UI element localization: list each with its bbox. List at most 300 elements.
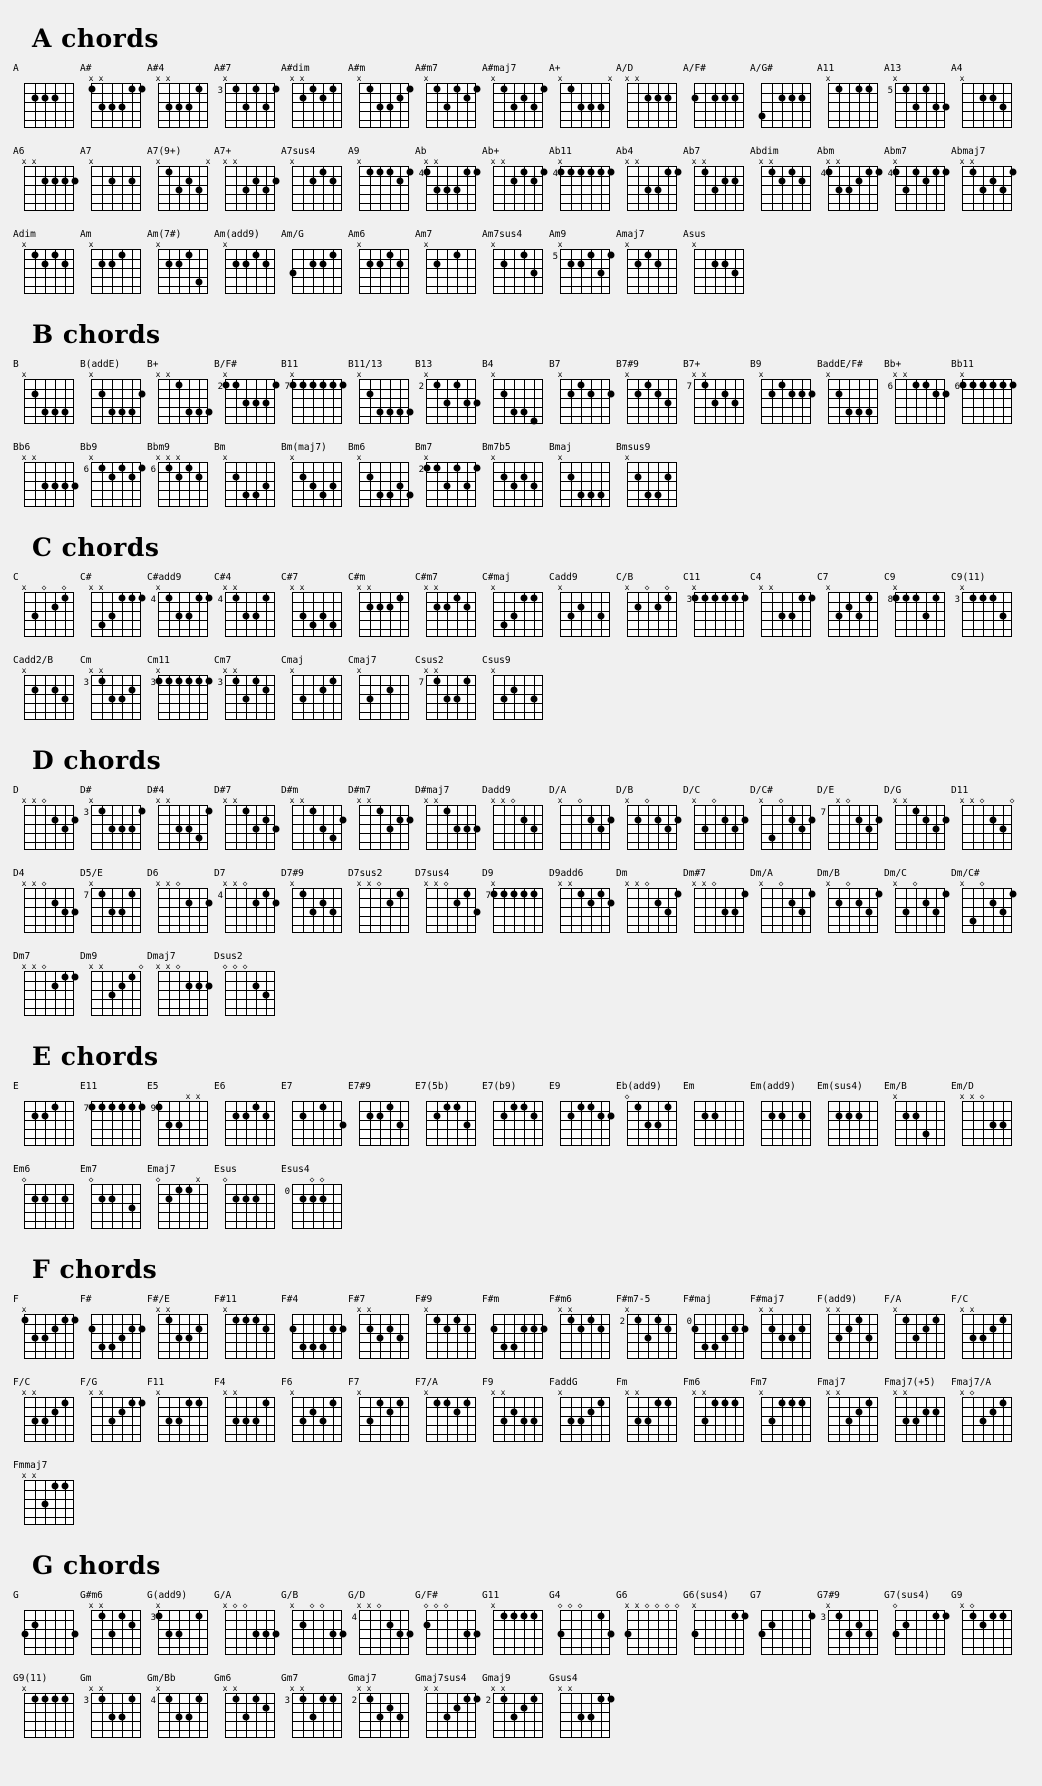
chord-name: A#m bbox=[348, 63, 366, 74]
chord-diagram[interactable] bbox=[347, 868, 414, 933]
chord-diagram[interactable] bbox=[213, 951, 280, 1016]
finger-dot bbox=[109, 260, 116, 267]
finger-dot bbox=[635, 473, 642, 480]
chord-diagram[interactable] bbox=[883, 868, 950, 933]
chord-diagram[interactable] bbox=[12, 359, 79, 424]
chord-diagram[interactable] bbox=[816, 572, 883, 637]
chord-diagram[interactable] bbox=[79, 785, 146, 850]
chord-diagram[interactable] bbox=[749, 359, 816, 424]
chord-diagram[interactable] bbox=[414, 229, 481, 294]
finger-dot bbox=[367, 1695, 374, 1702]
chord-diagram[interactable] bbox=[481, 229, 548, 294]
fret-line bbox=[226, 120, 274, 121]
chord-diagram[interactable] bbox=[280, 359, 347, 424]
chord-diagram[interactable] bbox=[146, 655, 213, 720]
muted-string-icon: x bbox=[423, 879, 429, 888]
chord-diagram[interactable] bbox=[347, 229, 414, 294]
chord-diagram[interactable] bbox=[280, 1164, 347, 1229]
chord-diagram[interactable] bbox=[481, 1673, 548, 1738]
chord-diagram[interactable] bbox=[79, 655, 146, 720]
chord-diagram[interactable] bbox=[347, 1294, 414, 1359]
chord-diagram[interactable] bbox=[280, 655, 347, 720]
chord-diagram[interactable] bbox=[79, 359, 146, 424]
finger-dot bbox=[300, 1343, 307, 1350]
fret-line bbox=[829, 1620, 877, 1621]
chord-diagram[interactable] bbox=[146, 1294, 213, 1359]
chord-diagram[interactable] bbox=[816, 63, 883, 128]
fretboard-diagram bbox=[825, 583, 878, 637]
fret-line bbox=[695, 1425, 743, 1426]
chord-diagram[interactable] bbox=[146, 1081, 213, 1146]
chord-diagram[interactable] bbox=[414, 1081, 481, 1146]
chord-diagram[interactable] bbox=[682, 1377, 749, 1442]
chord-diagram[interactable] bbox=[950, 1377, 1017, 1442]
chord-diagram[interactable] bbox=[615, 1081, 682, 1146]
finger-dot bbox=[531, 890, 538, 897]
fret-position-label: 4 bbox=[150, 595, 156, 605]
fret-line bbox=[561, 1342, 609, 1343]
fretboard-diagram bbox=[222, 1601, 275, 1655]
chord-diagram[interactable] bbox=[347, 785, 414, 850]
chord-diagram[interactable] bbox=[481, 1081, 548, 1146]
fret-line bbox=[762, 1120, 810, 1121]
muted-string-icon: x bbox=[490, 1388, 496, 1397]
chord-diagram[interactable] bbox=[146, 1590, 213, 1655]
chord-diagram[interactable] bbox=[548, 785, 615, 850]
chord-diagram[interactable] bbox=[79, 1294, 146, 1359]
string-markers bbox=[557, 453, 610, 462]
chord-diagram[interactable] bbox=[816, 1590, 883, 1655]
finger-dot bbox=[913, 1417, 920, 1424]
fret-line bbox=[360, 1138, 408, 1139]
chord-diagram[interactable] bbox=[414, 359, 481, 424]
fret-line bbox=[896, 1333, 944, 1334]
chord-diagram[interactable] bbox=[414, 1590, 481, 1655]
fretboard-diagram bbox=[88, 370, 141, 424]
chord-diagram[interactable] bbox=[280, 572, 347, 637]
chord-diagram[interactable] bbox=[749, 1377, 816, 1442]
chord-diagram[interactable] bbox=[548, 63, 615, 128]
chord-diagram[interactable] bbox=[146, 572, 213, 637]
chord-diagram[interactable] bbox=[883, 572, 950, 637]
chord-diagram[interactable] bbox=[883, 1377, 950, 1442]
chord-diagram[interactable] bbox=[347, 1081, 414, 1146]
chord-diagram[interactable] bbox=[146, 359, 213, 424]
chord-diagram[interactable] bbox=[213, 1164, 280, 1229]
chord-name: Dm/A bbox=[750, 868, 773, 879]
chord-diagram[interactable] bbox=[146, 146, 213, 211]
chord-diagram[interactable] bbox=[950, 1081, 1017, 1146]
fret-line bbox=[159, 490, 207, 491]
fret-line bbox=[25, 102, 73, 103]
fret-line bbox=[427, 1425, 475, 1426]
finger-dot bbox=[521, 594, 528, 601]
chord-diagram[interactable] bbox=[280, 442, 347, 507]
chord-diagram[interactable] bbox=[548, 1590, 615, 1655]
chord-diagram[interactable] bbox=[79, 1164, 146, 1229]
chord-diagram[interactable] bbox=[749, 63, 816, 128]
chord-diagram[interactable] bbox=[548, 1673, 615, 1738]
chord-diagram[interactable] bbox=[481, 785, 548, 850]
chord-diagram[interactable] bbox=[347, 1377, 414, 1442]
finger-dot bbox=[243, 1417, 250, 1424]
string-markers bbox=[91, 1305, 141, 1314]
chord-diagram[interactable] bbox=[12, 951, 79, 1016]
chord-diagram[interactable] bbox=[213, 785, 280, 850]
chord-name: G/D bbox=[348, 1590, 366, 1601]
chord-diagram[interactable] bbox=[79, 146, 146, 211]
chord-diagram[interactable] bbox=[481, 359, 548, 424]
chord-diagram[interactable] bbox=[749, 868, 816, 933]
chord-diagram[interactable] bbox=[481, 63, 548, 128]
finger-dot bbox=[1000, 381, 1007, 388]
chord-diagram[interactable] bbox=[280, 868, 347, 933]
finger-dot bbox=[608, 1630, 615, 1637]
chord-diagram[interactable] bbox=[213, 63, 280, 128]
chord-diagram[interactable] bbox=[79, 63, 146, 128]
chord-diagram[interactable] bbox=[749, 572, 816, 637]
string-markers bbox=[694, 1092, 744, 1101]
chord-diagram[interactable] bbox=[615, 1377, 682, 1442]
chord-diagram[interactable] bbox=[347, 572, 414, 637]
chord-diagram[interactable] bbox=[79, 572, 146, 637]
chord-diagram[interactable] bbox=[213, 146, 280, 211]
string-markers bbox=[490, 1601, 543, 1610]
chord-diagram[interactable] bbox=[79, 1590, 146, 1655]
chord-diagram[interactable] bbox=[749, 785, 816, 850]
chord-diagram[interactable] bbox=[146, 442, 213, 507]
muted-string-icon: x bbox=[88, 796, 94, 805]
chord-diagram[interactable] bbox=[12, 442, 79, 507]
chord-diagram[interactable] bbox=[12, 1590, 79, 1655]
chord-name: B4 bbox=[482, 359, 494, 370]
chord-diagram[interactable] bbox=[146, 951, 213, 1016]
chord-diagram[interactable] bbox=[548, 868, 615, 933]
chord-diagram[interactable] bbox=[481, 655, 548, 720]
chord-diagram[interactable] bbox=[615, 63, 682, 128]
chord-diagram[interactable] bbox=[213, 1294, 280, 1359]
fret-line bbox=[427, 694, 475, 695]
finger-dot bbox=[598, 168, 605, 175]
chord-diagram[interactable] bbox=[12, 63, 79, 128]
finger-dot bbox=[836, 186, 843, 193]
chord-diagram[interactable] bbox=[682, 229, 749, 294]
chord-diagram[interactable] bbox=[347, 442, 414, 507]
chord-diagram[interactable] bbox=[749, 1590, 816, 1655]
chord-diagram[interactable] bbox=[615, 785, 682, 850]
string-markers bbox=[557, 74, 613, 83]
chord-diagram[interactable] bbox=[347, 146, 414, 211]
chord-name: Cm7 bbox=[214, 655, 232, 666]
finger-dot bbox=[42, 482, 49, 489]
chord-diagram[interactable] bbox=[280, 229, 347, 294]
chord-diagram[interactable] bbox=[883, 785, 950, 850]
chord-diagram[interactable] bbox=[749, 1081, 816, 1146]
chord-diagram[interactable] bbox=[883, 1590, 950, 1655]
chord-diagram[interactable] bbox=[79, 442, 146, 507]
chord-diagram[interactable] bbox=[146, 63, 213, 128]
chord-diagram[interactable] bbox=[347, 359, 414, 424]
finger-dot bbox=[789, 390, 796, 397]
chord-diagram[interactable] bbox=[12, 785, 79, 850]
chord-diagram[interactable] bbox=[481, 1377, 548, 1442]
chord-diagram[interactable] bbox=[79, 951, 146, 1016]
chord-diagram[interactable] bbox=[950, 359, 1017, 424]
chord-diagram[interactable] bbox=[79, 868, 146, 933]
finger-dot bbox=[464, 399, 471, 406]
chord-diagram[interactable] bbox=[146, 229, 213, 294]
chord-body bbox=[682, 370, 749, 424]
chord-diagram[interactable] bbox=[615, 1590, 682, 1655]
chord-diagram[interactable] bbox=[950, 1590, 1017, 1655]
chord-diagram[interactable] bbox=[12, 1164, 79, 1229]
chord-diagram[interactable] bbox=[816, 1294, 883, 1359]
chord-diagram[interactable] bbox=[481, 442, 548, 507]
chord-diagram[interactable] bbox=[213, 1377, 280, 1442]
chord-diagram[interactable] bbox=[950, 63, 1017, 128]
fret-line bbox=[25, 1647, 73, 1648]
chord-diagram[interactable] bbox=[615, 1294, 682, 1359]
chord-diagram[interactable] bbox=[414, 1377, 481, 1442]
chord-diagram[interactable] bbox=[682, 359, 749, 424]
chord-diagram[interactable] bbox=[481, 868, 548, 933]
chord-diagram[interactable] bbox=[950, 868, 1017, 933]
chord-diagram[interactable] bbox=[79, 1377, 146, 1442]
chord-diagram[interactable] bbox=[414, 146, 481, 211]
chord-diagram[interactable] bbox=[280, 146, 347, 211]
fretboard-diagram bbox=[624, 1305, 677, 1359]
fret-grid bbox=[359, 462, 409, 507]
chord-diagram[interactable] bbox=[615, 868, 682, 933]
chord-diagram[interactable] bbox=[213, 442, 280, 507]
chord-diagram[interactable] bbox=[213, 359, 280, 424]
chord-diagram[interactable] bbox=[816, 1377, 883, 1442]
fretboard-diagram bbox=[289, 879, 342, 933]
chord-diagram[interactable] bbox=[883, 1294, 950, 1359]
chord-diagram[interactable] bbox=[213, 1673, 280, 1738]
chord-diagram[interactable] bbox=[12, 146, 79, 211]
chord-diagram[interactable] bbox=[950, 572, 1017, 637]
chord-diagram[interactable] bbox=[816, 1081, 883, 1146]
chord-diagram[interactable] bbox=[883, 359, 950, 424]
finger-dot bbox=[846, 1417, 853, 1424]
chord-diagram[interactable] bbox=[12, 655, 79, 720]
chord-body bbox=[347, 370, 414, 424]
chord-diagram[interactable] bbox=[615, 229, 682, 294]
finger-dot bbox=[310, 1195, 317, 1202]
chord-diagram[interactable] bbox=[950, 146, 1017, 211]
finger-dot bbox=[196, 1695, 203, 1702]
chord-diagram[interactable] bbox=[146, 1164, 213, 1229]
finger-dot bbox=[253, 825, 260, 832]
chord-diagram[interactable] bbox=[280, 785, 347, 850]
chord-diagram[interactable] bbox=[213, 868, 280, 933]
fret-line bbox=[494, 93, 542, 94]
chord-diagram[interactable] bbox=[280, 63, 347, 128]
chord-diagram[interactable] bbox=[481, 572, 548, 637]
string-markers bbox=[828, 1092, 878, 1101]
finger-dot bbox=[913, 381, 920, 388]
chord-diagram[interactable] bbox=[414, 1673, 481, 1738]
chord-diagram[interactable] bbox=[816, 146, 883, 211]
chord-diagram[interactable] bbox=[548, 359, 615, 424]
chord-diagram[interactable] bbox=[481, 1590, 548, 1655]
finger-dot bbox=[32, 612, 39, 619]
chord-diagram[interactable] bbox=[481, 1294, 548, 1359]
chord-section bbox=[0, 1377, 1042, 1454]
chord-diagram[interactable] bbox=[146, 1377, 213, 1442]
finger-dot bbox=[367, 603, 374, 610]
chord-diagram[interactable] bbox=[146, 868, 213, 933]
chord-diagram[interactable] bbox=[347, 655, 414, 720]
chord-diagram[interactable] bbox=[280, 1590, 347, 1655]
finger-dot bbox=[759, 1630, 766, 1637]
chord-diagram[interactable] bbox=[682, 868, 749, 933]
finger-dot bbox=[397, 1630, 404, 1637]
finger-dot bbox=[186, 825, 193, 832]
fret-line bbox=[695, 389, 743, 390]
chord-diagram[interactable] bbox=[79, 1081, 146, 1146]
chord-diagram[interactable] bbox=[816, 359, 883, 424]
chord-diagram[interactable] bbox=[816, 868, 883, 933]
open-string-icon: ◇ bbox=[845, 879, 851, 888]
finger-dot bbox=[712, 594, 719, 601]
fret-grid bbox=[627, 462, 677, 507]
chord-diagram[interactable] bbox=[816, 785, 883, 850]
fret-line bbox=[25, 1703, 73, 1704]
chord-diagram[interactable] bbox=[213, 1081, 280, 1146]
chord-diagram[interactable] bbox=[347, 1590, 414, 1655]
chord-diagram[interactable] bbox=[682, 1590, 749, 1655]
chord-diagram[interactable] bbox=[280, 1673, 347, 1738]
chord-diagram[interactable] bbox=[146, 785, 213, 850]
chord-diagram[interactable] bbox=[414, 572, 481, 637]
chord-diagram[interactable] bbox=[414, 442, 481, 507]
fretboard-diagram bbox=[356, 74, 409, 128]
string-markers bbox=[825, 370, 878, 379]
chord-body bbox=[548, 1092, 615, 1146]
fret-grid bbox=[24, 1314, 74, 1359]
chord-diagram[interactable] bbox=[79, 1673, 146, 1738]
chord-diagram[interactable] bbox=[548, 1377, 615, 1442]
chord-body bbox=[414, 666, 481, 720]
fret-line bbox=[896, 815, 944, 816]
finger-dot bbox=[253, 85, 260, 92]
chord-diagram[interactable] bbox=[12, 572, 79, 637]
chord-diagram[interactable] bbox=[12, 1377, 79, 1442]
chord-diagram[interactable] bbox=[682, 785, 749, 850]
open-string-icon: ◇ bbox=[232, 962, 238, 971]
muted-string-icon: x bbox=[624, 1305, 630, 1314]
chord-diagram[interactable] bbox=[12, 229, 79, 294]
chord-diagram[interactable] bbox=[280, 1377, 347, 1442]
fretboard-diagram bbox=[959, 1305, 1012, 1359]
chord-diagram[interactable] bbox=[548, 1081, 615, 1146]
chord-diagram[interactable] bbox=[615, 146, 682, 211]
chord-diagram[interactable] bbox=[548, 229, 615, 294]
chord-diagram[interactable] bbox=[213, 229, 280, 294]
chord-diagram[interactable] bbox=[682, 1081, 749, 1146]
fretboard-diagram bbox=[959, 1388, 1012, 1442]
chord-diagram[interactable] bbox=[12, 1460, 79, 1525]
chord-diagram[interactable] bbox=[213, 572, 280, 637]
finger-dot bbox=[799, 94, 806, 101]
chord-diagram[interactable] bbox=[280, 1294, 347, 1359]
chord-diagram[interactable] bbox=[883, 1081, 950, 1146]
fretboard-diagram bbox=[155, 796, 208, 850]
string-markers bbox=[88, 74, 141, 83]
chord-diagram[interactable] bbox=[12, 1294, 79, 1359]
chord-diagram[interactable] bbox=[548, 1294, 615, 1359]
chord-diagram[interactable] bbox=[347, 1673, 414, 1738]
fret-line bbox=[226, 111, 274, 112]
fret-line bbox=[829, 1342, 877, 1343]
fret-line bbox=[360, 1407, 408, 1408]
chord-diagram[interactable] bbox=[749, 146, 816, 211]
chord-diagram[interactable] bbox=[414, 1294, 481, 1359]
chord-body bbox=[481, 879, 548, 933]
chord-diagram[interactable] bbox=[615, 572, 682, 637]
chord-diagram[interactable] bbox=[12, 1081, 79, 1146]
chord-diagram[interactable] bbox=[615, 359, 682, 424]
chord-diagram[interactable] bbox=[950, 785, 1017, 850]
chord-diagram[interactable] bbox=[749, 1294, 816, 1359]
chord-diagram[interactable] bbox=[12, 868, 79, 933]
fret-grid bbox=[359, 1610, 409, 1655]
chord-diagram[interactable] bbox=[615, 442, 682, 507]
chord-body bbox=[950, 583, 1017, 637]
chord-diagram[interactable] bbox=[682, 572, 749, 637]
fretboard-diagram bbox=[155, 1684, 208, 1738]
chord-diagram[interactable] bbox=[682, 63, 749, 128]
fretboard-diagram bbox=[490, 1601, 543, 1655]
fret-grid bbox=[24, 888, 74, 933]
string-markers bbox=[356, 1388, 409, 1397]
string-markers bbox=[222, 1175, 275, 1184]
finger-dot bbox=[789, 816, 796, 823]
chord-body bbox=[615, 240, 682, 294]
chord-diagram[interactable] bbox=[347, 63, 414, 128]
string-markers bbox=[691, 370, 744, 379]
chord-diagram[interactable] bbox=[213, 655, 280, 720]
chord-diagram[interactable] bbox=[950, 1294, 1017, 1359]
chord-diagram[interactable] bbox=[414, 785, 481, 850]
chord-diagram[interactable] bbox=[414, 868, 481, 933]
chord-diagram[interactable] bbox=[213, 1590, 280, 1655]
string-markers bbox=[88, 1684, 141, 1693]
chord-diagram[interactable] bbox=[481, 146, 548, 211]
string-markers bbox=[959, 1305, 1012, 1314]
fret-line bbox=[293, 602, 341, 603]
chord-diagram[interactable] bbox=[682, 1294, 749, 1359]
chord-diagram[interactable] bbox=[414, 655, 481, 720]
chord-diagram[interactable] bbox=[79, 229, 146, 294]
chord-diagram[interactable] bbox=[414, 63, 481, 128]
fret-line bbox=[159, 1434, 207, 1435]
chord-diagram[interactable] bbox=[883, 63, 950, 128]
chord-diagram[interactable] bbox=[682, 146, 749, 211]
chord-diagram[interactable] bbox=[548, 146, 615, 211]
chord-diagram[interactable] bbox=[146, 1673, 213, 1738]
string-markers bbox=[490, 666, 543, 675]
chord-diagram[interactable] bbox=[12, 1673, 79, 1738]
fret-line bbox=[561, 629, 609, 630]
fret-line bbox=[25, 1425, 73, 1426]
chord-diagram[interactable] bbox=[280, 1081, 347, 1146]
chord-diagram[interactable] bbox=[548, 442, 615, 507]
chord-diagram[interactable] bbox=[548, 572, 615, 637]
chord-diagram[interactable] bbox=[883, 146, 950, 211]
